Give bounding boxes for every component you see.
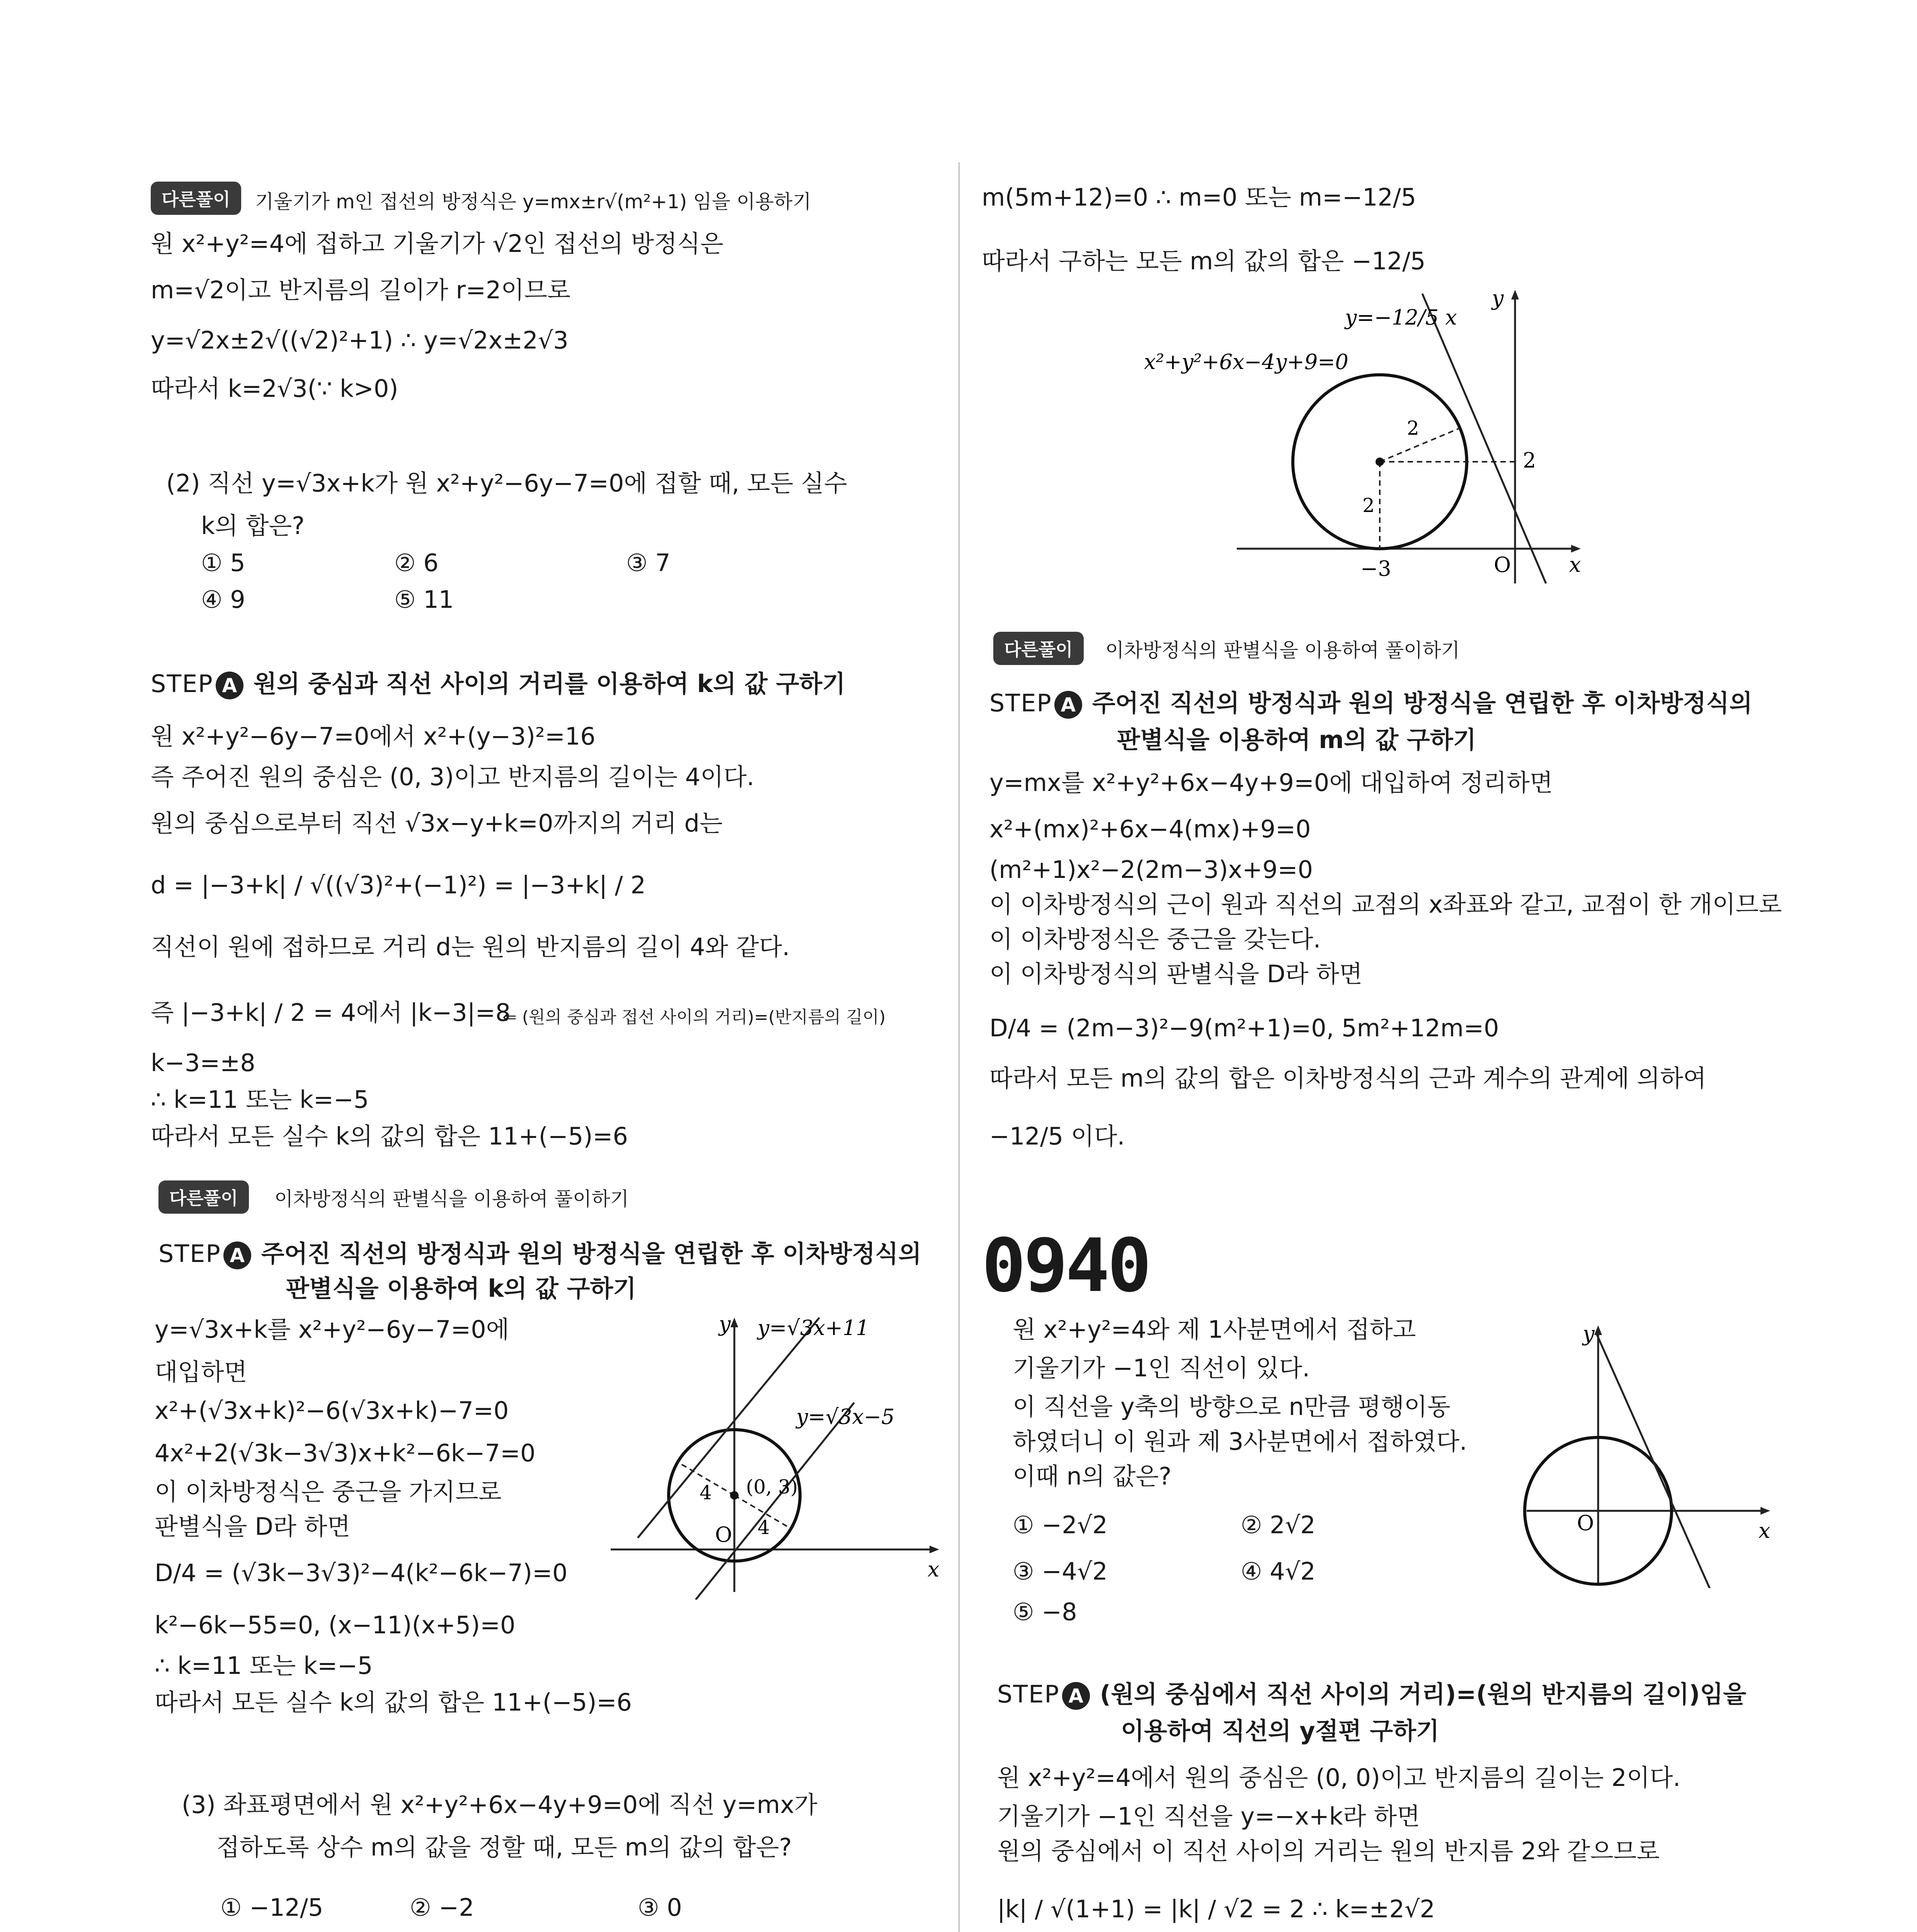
step-line: D/4 = (√3k−3√3)²−4(k²−6k−7)=0 [155,1559,568,1587]
step-line: 즉 주어진 원의 중심은 (0, 3)이고 반지름의 길이는 4이다. [151,763,754,791]
center-point [1376,457,1384,466]
step-line: 판별식을 D라 하면 [155,1512,351,1541]
alt-solution-badge: 다른풀이 [993,632,1084,665]
step-line: (m²+1)x²−2(2m−3)x+9=0 [989,855,1313,884]
figure-0940-problem [1519,1318,1789,1588]
step-line: 이 이차방정식은 중근을 가지므로 [155,1478,502,1506]
choice-4[interactable]: ④ 9 [201,585,245,614]
problem-number: 0940 [982,1223,1149,1308]
step-line: 원 x²+y²−6y−7=0에서 x²+(y−3)²=16 [151,722,596,750]
radius-label-a: 2 [1407,417,1419,439]
step-line: 4x²+2(√3k−3√3)x+k²−6k−7=0 [155,1439,536,1467]
step-line: |k| / √(1+1) = |k| / √2 = 2 ∴ k=±2√2 [997,1895,1435,1923]
step-line: k−3=±8 [151,1049,255,1077]
step-line: D/4 = (2m−3)²−9(m²+1)=0, 5m²+12m=0 [989,1014,1499,1042]
step-line: ∴ k=11 또는 k=−5 [155,1651,373,1680]
step-line: 이 이차방정식의 판별식을 D라 하면 [989,960,1363,988]
step-line: 즉 |−3+k| / 2 = 4에서 |k−3|=8 [151,998,511,1027]
choice-3[interactable]: ③ 7 [626,549,671,577]
step-a-heading [158,1235,921,1269]
choice-1[interactable]: ① −12/5 [220,1893,323,1922]
radius-to-tangent [1380,428,1460,462]
choice-4[interactable]: ④ 4√2 [1241,1557,1316,1585]
y-axis-arrow-icon [1511,290,1519,299]
step-a-heading [989,684,1752,719]
alt-solution-badge: 다른풀이 [158,1180,249,1214]
step-a-heading-cont: 이용하여 직선의 y절편 구하기 [1121,1717,1439,1745]
line-label: y=−12/5 x [1345,305,1457,330]
step-line: 직선이 원에 접하므로 거리 d는 원의 반지름의 길이 4와 같다. [151,933,790,961]
choice-3[interactable]: ③ 0 [638,1893,682,1922]
problem-line: 기울기가 −1인 직선이 있다. [1013,1354,1310,1382]
origin-label: O [715,1522,732,1547]
step-tag: STEP [989,689,1052,717]
y-label: y [719,1312,731,1336]
choice-5[interactable]: ⑤ −8 [1013,1598,1077,1626]
problem-line: 원 x²+y²=4와 제 1사분면에서 접하고 [1013,1315,1416,1344]
choice-1[interactable]: ① 5 [201,549,245,577]
alt-solution-note: 이차방정식의 판별식을 이용하여 풀이하기 [274,1188,629,1210]
step-line: 대입하면 [155,1358,247,1386]
step-line: x²+(mx)²+6x−4(mx)+9=0 [989,815,1311,843]
step-a-heading [151,665,845,699]
question-2-text: (2) 직선 y=√3x+k가 원 x²+y²−6y−7=0에 접할 때, 모든 실수 [166,469,847,497]
step-line: 기울기가 −1인 직선을 y=−x+k라 하면 [997,1802,1420,1830]
alt1-line: 따라서 k=2√3(∵ k>0) [151,374,398,403]
y-label: y [1492,286,1504,310]
step-line: 따라서 모든 실수 k의 값의 합은 11+(−5)=6 [151,1122,628,1150]
step-letter-icon: A [1054,691,1082,719]
step-tag: STEP [997,1680,1060,1708]
alt-solution-note: 기울기가 m인 접선의 방정식은 y=mx±r√(m²+1) 임을 이용하기 [255,190,812,213]
choice-2[interactable]: ② 6 [394,549,439,577]
question-2-text2: k의 합은? [201,512,305,540]
alt1-line: y=√2x±2√((√2)²+1) ∴ y=√2x±2√3 [151,326,569,354]
center-point [730,1491,739,1500]
problem-line: 이 직선을 y축의 방향으로 n만큼 평행이동 [1013,1393,1451,1421]
step-line: 따라서 모든 실수 k의 값의 합은 11+(−5)=6 [155,1688,632,1716]
center-label: (0, 3) [746,1476,798,1498]
y2-label: 2 [1523,448,1536,473]
choice-3[interactable]: ③ −4√2 [1013,1557,1108,1585]
problem-line: 하였더니 이 원과 제 3사분면에서 접하였다. [1013,1427,1467,1456]
choice-1[interactable]: ① −2√2 [1013,1511,1108,1539]
origin-label: O [1494,553,1511,577]
question-3-text: (3) 좌표평면에서 원 x²+y²+6x−4y+9=0에 직선 y=mx가 [182,1791,817,1819]
step-line: 따라서 모든 m의 값의 합은 이차방정식의 근과 계수의 관계에 의하여 [989,1064,1706,1092]
y-axis-arrow-icon [730,1318,738,1327]
answer-line: 따라서 구하는 모든 m의 값의 합은 −12/5 [982,247,1426,275]
step-letter-icon: A [216,672,243,699]
step-letter-icon: A [1062,1682,1090,1710]
y-label: y [1583,1321,1595,1346]
step-title: 주어진 직선의 방정식과 원의 방정식을 연립한 후 이차방정식의 [261,1240,922,1268]
choice-2[interactable]: ② 2√2 [1241,1511,1316,1539]
step-line: y=mx를 x²+y²+6x−4y+9=0에 대입하여 정리하면 [989,769,1553,797]
step-line: ∴ k=11 또는 k=−5 [151,1085,369,1114]
x-label: x [1569,553,1581,577]
step-line: d = |−3+k| / √((√3)²+(−1)²) = |−3+k| / 2 [151,871,646,899]
step-title: (원의 중심에서 직선 사이의 거리)=(원의 반지름의 길이)임을 [1100,1680,1747,1708]
step-line: k²−6k−55=0, (x−11)(x+5)=0 [155,1611,516,1639]
radius-label-b: 2 [1362,494,1375,517]
step-line: 원 x²+y²=4에서 원의 중심은 (0, 0)이고 반지름의 길이는 2이다. [997,1764,1681,1792]
step-line: −12/5 이다. [989,1122,1125,1150]
step-letter-icon: A [223,1242,251,1269]
question-3-text2: 접하도록 상수 m의 값을 정할 때, 모든 m의 값의 합은? [216,1833,792,1861]
neg3-label: −3 [1360,556,1391,581]
answer-line: m(5m+12)=0 ∴ m=0 또는 m=−12/5 [982,183,1416,211]
figure-circle-tangents-k [603,1306,951,1600]
step-line: 원의 중심에서 이 직선 사이의 거리는 원의 반지름 2와 같으므로 [997,1837,1660,1865]
x-axis-arrow-icon [1760,1507,1770,1515]
radius-label-2: 4 [758,1516,770,1539]
step-line: 원의 중심으로부터 직선 √3x−y+k=0까지의 거리 d는 [151,809,723,837]
column-divider [958,162,960,1932]
figure-circle-tangent-m [1136,278,1616,587]
alt1-line: m=√2이고 반지름의 길이가 r=2이므로 [151,276,571,304]
x-label: x [1759,1519,1771,1543]
step-tag: STEP [151,670,213,698]
alt1-line: 원 x²+y²=4에 접하고 기울기가 √2인 접선의 방정식은 [151,230,724,258]
step-title: 원의 중심과 직선 사이의 거리를 이용하여 k의 값 구하기 [253,670,846,698]
tangent-line [1596,1333,1720,1588]
choice-2[interactable]: ② −2 [410,1893,474,1922]
origin-label: O [1577,1511,1594,1535]
choice-5[interactable]: ⑤ 11 [394,585,454,614]
line1-label: y=√3x+11 [758,1316,869,1340]
tangent-line-upper [638,1318,819,1538]
x-label: x [928,1557,940,1582]
problem-line: 이때 n의 값은? [1013,1462,1172,1490]
alt-solution-badge: 다른풀이 [151,182,241,215]
step-line: 이 이차방정식의 근이 원과 직선의 교점의 x좌표와 같고, 교점이 한 개이므로 [989,890,1782,918]
line2-label: y=√3x−5 [796,1405,895,1429]
step-title: 주어진 직선의 방정식과 원의 방정식을 연립한 후 이차방정식의 [1092,689,1753,717]
arrow-note: ⇐ (원의 중심과 접선 사이의 거리)=(반지름의 길이) [502,1007,886,1027]
step-a-heading-cont: 판별식을 이용하여 m의 값 구하기 [1117,726,1476,754]
step-a-heading [997,1675,1746,1710]
x-axis-arrow-icon [1571,545,1581,553]
x-axis-arrow-icon [930,1546,939,1553]
circle-label: x²+y²+6x−4y+9=0 [1144,350,1348,374]
step-tag: STEP [158,1240,221,1268]
step-line: y=√3x+k를 x²+y²−6y−7=0에 [155,1315,509,1344]
step-line: 이 이차방정식은 중근을 갖는다. [989,925,1321,953]
step-line: x²+(√3x+k)²−6(√3x+k)−7=0 [155,1396,509,1425]
tangent-line [1422,294,1546,583]
alt-solution-note: 이차방정식의 판별식을 이용하여 풀이하기 [1105,639,1460,662]
radius-label-1: 4 [700,1481,712,1504]
step-a-heading-cont: 판별식을 이용하여 k의 값 구하기 [286,1274,637,1303]
